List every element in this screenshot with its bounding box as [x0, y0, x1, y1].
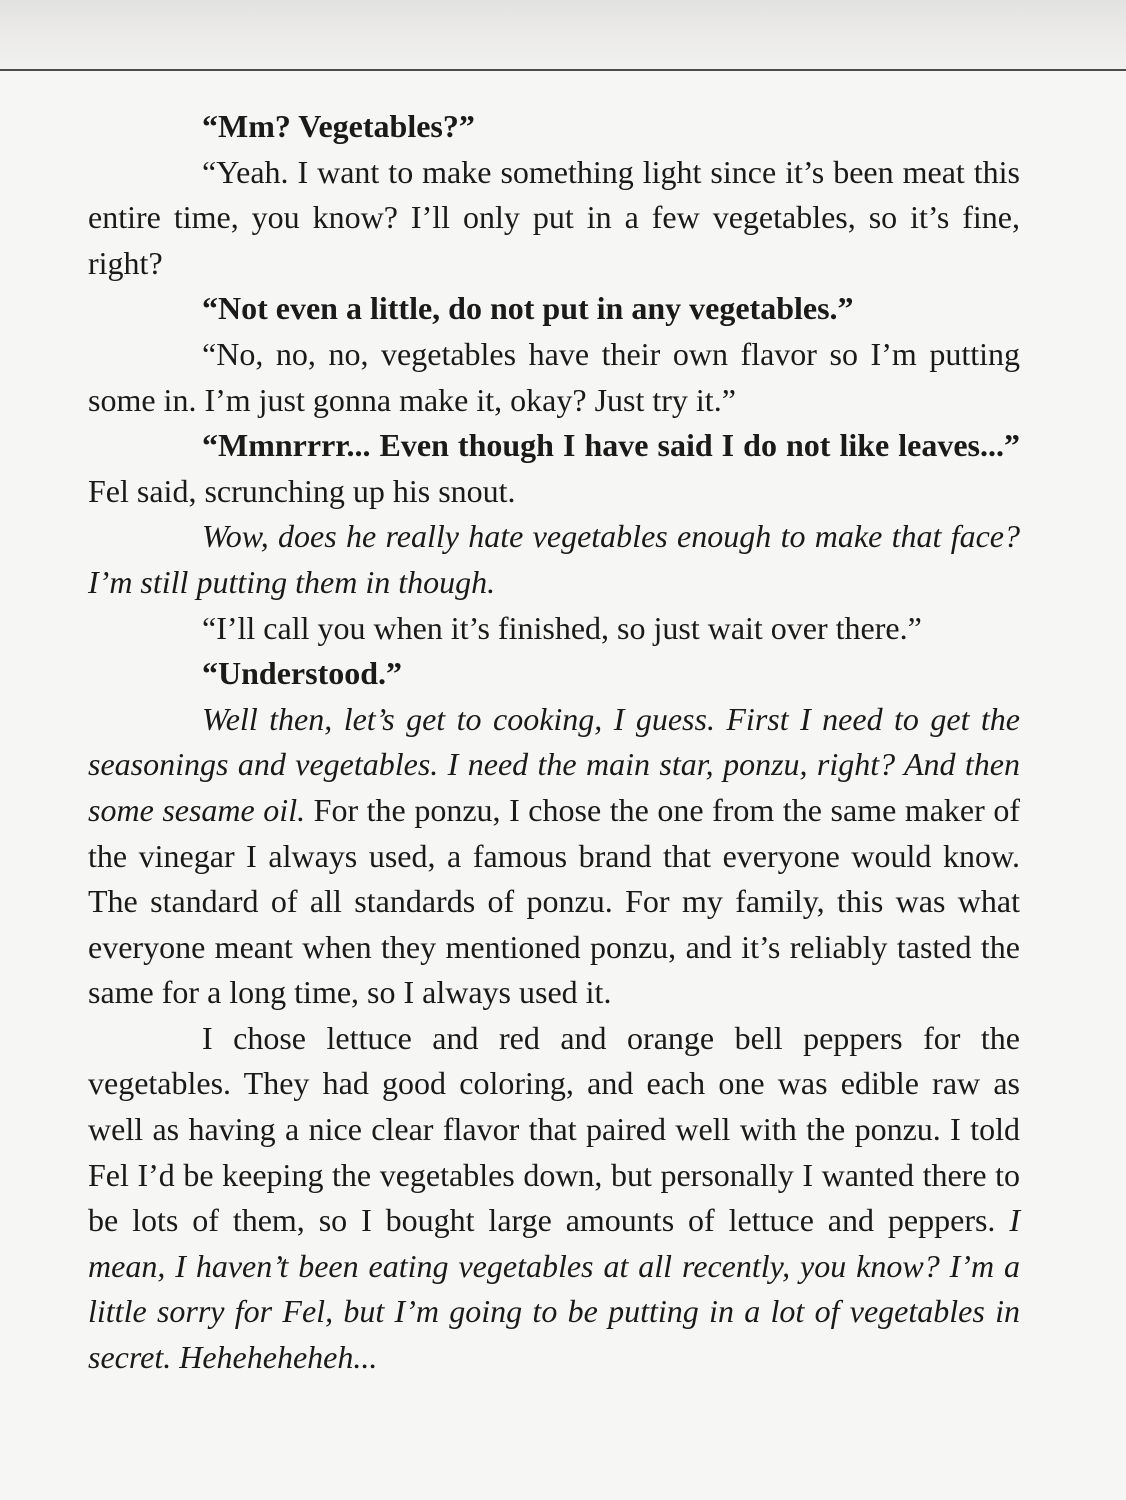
dialogue-fel: “Understood.”: [202, 655, 403, 692]
dialogue-narrator: “I’ll call you when it’s finished, so just wait over there.”: [202, 609, 922, 646]
inner-thought: Well then, let’s get to cooking, I guess. First I need to get the seasonings and vegetables. I need the main star, ponzu, right? And then some sesame oil.: [88, 700, 1020, 828]
paragraph: [88, 606, 1020, 652]
page-header-band: [0, 0, 1126, 70]
paragraph: [88, 104, 1020, 150]
paragraph: [88, 697, 1020, 1016]
narration-text: For the ponzu, I chose the one from the same maker of the vinegar I always used, a famous brand that everyone would know. The standard of all standards of ponzu. For my family, this was what everyone meant when they mentioned ponzu, and it’s reliably tasted the same for a long time, so I always used it.: [88, 791, 1021, 1011]
narration-text: Fel said, scrunching up his snout.: [88, 472, 516, 509]
inner-thought: Wow, does he really hate vegetables enough to make that face? I’m still putting them in though.: [88, 518, 1020, 600]
header-rule: [0, 69, 1126, 71]
paragraph: [88, 286, 1020, 332]
paragraph: [88, 1016, 1020, 1381]
paragraph: [88, 651, 1020, 697]
dialogue-fel: “Not even a little, do not put in any vegetables.”: [202, 290, 854, 327]
paragraph: [88, 514, 1020, 605]
paragraph: [88, 423, 1020, 514]
dialogue-narrator: “No, no, no, vegetables have their own flavor so I’m putting some in. I’m just gonna make it, okay? Just try it.”: [88, 335, 1020, 418]
paragraph: [88, 332, 1020, 423]
page-body: [88, 104, 1020, 1381]
dialogue-narrator: “Yeah. I want to make something light since it’s been meat this entire time, you know? I’ll only put in a few vegetables, so it’s fine, right?: [88, 153, 1020, 281]
paragraph: [88, 150, 1020, 287]
dialogue-fel: “Mm? Vegetables?”: [202, 108, 475, 144]
narration-text: I chose lettuce and red and orange bell peppers for the vegetables. They had good coloring, and each one was edible raw as well as having a nice clear flavor that paired well with the ponzu. I told Fel I’d be keeping the vegetables down, but personally I wanted there to be lots of them, so I bought large amounts of lettuce and peppers.: [88, 1019, 1020, 1239]
dialogue-fel: “Mmnrrrr... Even though I have said I do not like leaves...”: [202, 427, 1020, 464]
inner-thought: I mean, I haven’t been eating vegetables at all recently, you know? I’m a little sorry for Fel, but I’m going to be putting in a lot of vegetables in secret. Heheheheheh...: [88, 1202, 1020, 1376]
